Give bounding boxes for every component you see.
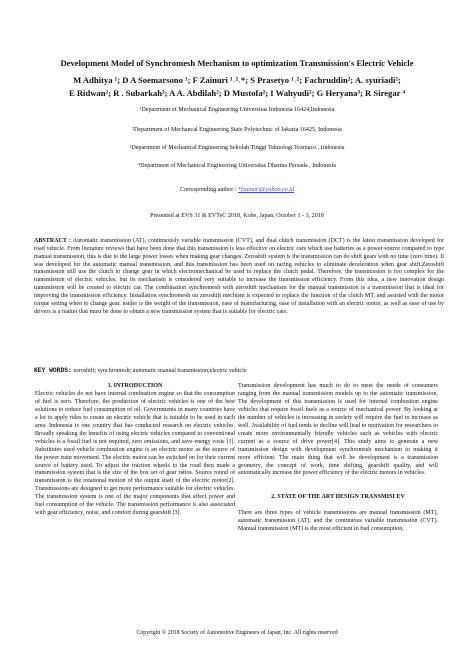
section-heading-introduction: 1. INTRODUCTION	[107, 383, 163, 389]
affiliation-4: ⁴Department of Mechanical Engineering Universitas Dharma Persada , Indonesia	[138, 163, 336, 169]
author-line-2: E Ridwan²; R . Subarkah²; A A. Abdilah²; D Mustofa²; I Wahyudi²; G Heryana³; R Siregar ⁴	[68, 87, 406, 98]
section-heading-state-of-art: 2. STATE OF THE ART DESIGN TRANSMISI EV	[271, 494, 405, 501]
author-line-1: M Adhitya ¹; D A Soemarsono ¹; F Zainuri ¹˒²˒*; S Prasetyo ¹˒²; Fachruddin²; A. syuriadi²;	[73, 75, 401, 85]
paper-title: Development Model of Synchromesh Mechanism to optimization Transmission's Electric Vehicle	[60, 58, 414, 68]
keywords-text: zeroshift; synchromesh; automatic manual transmission;electric vehicle	[73, 368, 247, 374]
corresponding-author	[30, 186, 444, 194]
affiliation-2: ²Department of Mechancal Engineering State Polytechnic of Jakarta 16425, Indonesia	[132, 127, 342, 133]
introduction-paragraph-continued: Transmission development has much to do to meet the needs of consumers ranging from the manual transmission models up to the automatic transmission. The development of this transmission is used for internal combustion engine vehicles that require fossil fuels as a source of mechanical power. By looking at the number of vehicles is increasing in society will require the fuel to increase as well. Availability of fuel tends to decline will lead to motivation for researchers to create more environmentally friendly vehicles such as vehicles with electric current as a source of drive power[4]. This study aims to generate a new transmission design with development synchromesh mechanism to making it more efficient. The main thing that will be development is a transmission geometry, the concept of work, time shifting, gearshift quality, and will automatically increase the power efficiency of the electric motors in vehicles.	[238, 383, 438, 477]
affiliation-1: ¹Department of Mechanical Engineering Universitas Indonesia 16424,Indonesia	[139, 107, 335, 113]
abstract	[34, 238, 444, 316]
left-column	[35, 383, 235, 518]
corresponding-email-link[interactable]: *fzainuri@yahoo.co.id	[238, 187, 295, 193]
affiliation-3: ³Department of Mechanical Engineering Sekolah Tinggi Teknologi Texmaco , Indonesia	[129, 145, 345, 151]
introduction-paragraph: Electric vehicles do not have internal combustion engine so that the consumption of fuel is zero. Therefore, the production of electric vehicles is one of the best solutions to reduce fuel consumption of oil. Governments in many countries have a lot to apply rules to create an electric vehicle that is suitable to be used in each area. Indonesia is one country that has conducted research on electric vehicles. Broadly speaking the benefits of using electric vehicles compared to conventional vehicles is a fossil fuel is not required, zero emissions, and save energy costs [1]. Substitutes used vehicle combustion engine is an electric motor as the source of the power train movement. The electric motor can be switched on for their current source of battery used. To adjust the traction wheels to the road then made a transmission system that is the size of the box set of gear ratios. Source round of transmission is the rotational motion of the output shaft of the electric motor[2]. Transmissions are designed to get more performance suitable for electric vehicles. The transmission system is one of the major components that affect power and fuel consumption of the vehicle. The transmission performance is also associated with gear efficiency, noise, and comfort during gearshift [3].	[35, 390, 235, 517]
keywords	[34, 367, 444, 376]
copyright-footer: Copyright © 2018 Society of Automotive Engineers of Japan, Inc. All rights reserved	[136, 630, 338, 636]
abstract-text: Automatic transmission (AT), continuously variable transmission (CVT), and dual clutch transmission (DCT) is the latest transmission developed for road vehicle. From literature reviews that have been done that this transmission is less effective on electric cars which use batteries as a power source compared to type manual transmission, this is due to the large power losses when making gear changes. Zeroshift system is the transmission can do shift gears with no time (zero time). It was developed for the automatic manual transmission, and this transmission has been used on racing vehicles to eliminate deceleration when gear shift.Zeroshift transmission still use the clutch to change gear in which electromechanical be used to replace the clutch pedal. Therefore, the transmission is too complex for the transmission of electric vehicles, but its mechanism is considered very suitable to increase the transmission efficiency. From this idea, a new innovation design transmission will be created to electric car. The combination synchromesh with zeroshift mechanism for the manual transmission is a transmission that is ideal for improving the transmission efficiency. Installation synchromesh on zeroshift mechism is expected to replace the function of the clutch MT, and assisted with the motor torque setting when to change gear. nsider is the weight of the transmission, ease of manufacturing, ease of installation with an electric motor, as well as ease of use by drivers is a matter that must be done to obtain a new transmission system that is suitable for electric cars.	[34, 238, 444, 315]
abstract-label: ABSTRACT :	[34, 238, 71, 244]
author-list	[30, 74, 444, 99]
corresponding-label: Corresponding author :	[179, 187, 237, 193]
right-column	[238, 383, 438, 534]
conference-note: Presented at EVS 31 & EVTeC 2018, Kobe, Japan, October 1 - 3, 2018	[150, 213, 324, 219]
keywords-label: KEY WORDS:	[34, 367, 72, 374]
state-of-art-paragraph: There are three types of vehicle transmissions are manual transmission (MT), automatic transmission (AT), and the continuous variable transmission (CVT). Manual transmission (MT) is the most efficient in fuel consumption,	[238, 510, 438, 533]
